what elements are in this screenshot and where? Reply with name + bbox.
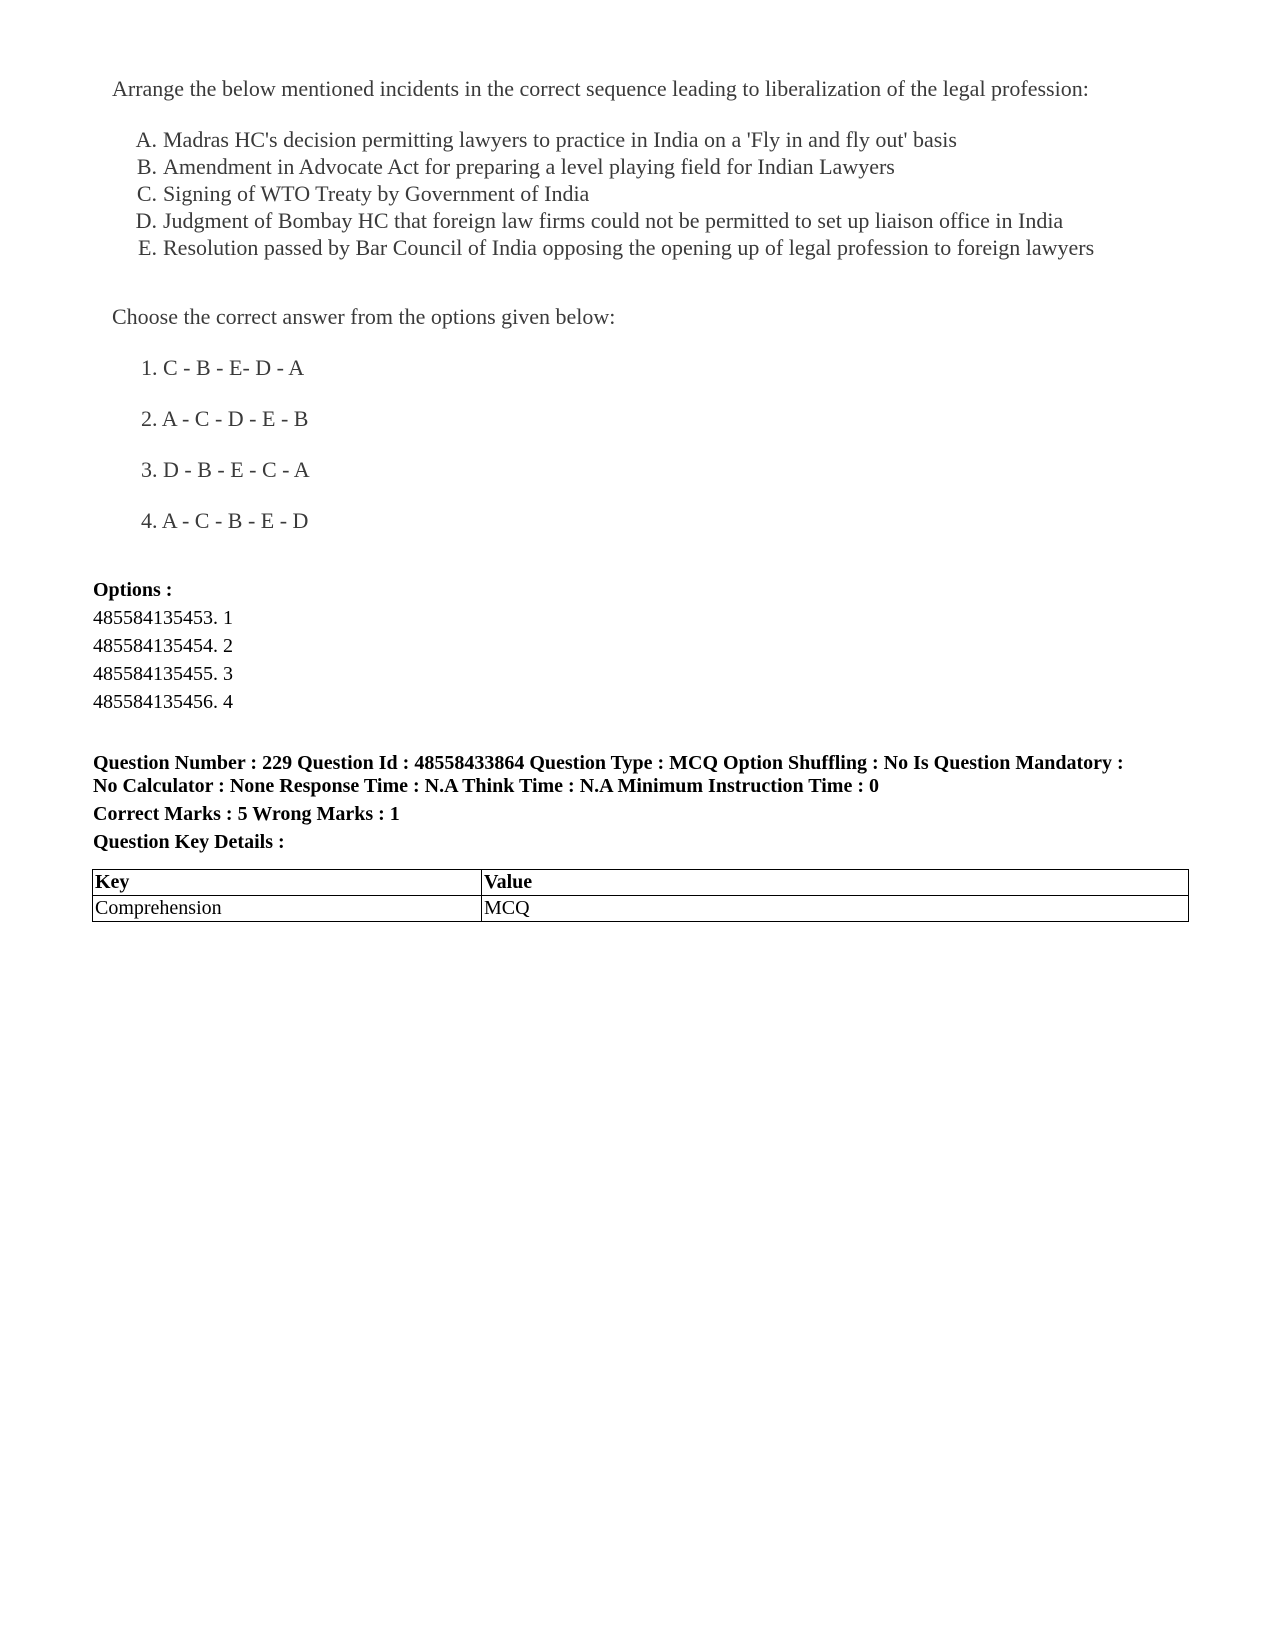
statement-letter: D. bbox=[135, 208, 157, 233]
choose-instruction: Choose the correct answer from the options given below: bbox=[112, 304, 616, 329]
statement-letter: B. bbox=[136, 154, 157, 179]
table-header-key: Key bbox=[93, 870, 482, 896]
table-cell-value: MCQ bbox=[482, 896, 1189, 922]
option-item: 485584135453. 1 bbox=[93, 607, 233, 629]
answer-choice-2: 2. A - C - D - E - B bbox=[141, 406, 309, 431]
statement-text: Madras HC's decision permitting lawyers to practice in India on a 'Fly in and fly out' basis bbox=[163, 127, 957, 152]
answer-choice-3: 3. D - B - E - C - A bbox=[141, 457, 310, 482]
statement-item bbox=[105, 126, 1185, 153]
statement-letter: E. bbox=[138, 235, 157, 260]
key-details-heading: Question Key Details : bbox=[93, 831, 285, 853]
answer-choice-1: 1. C - B - E- D - A bbox=[141, 355, 305, 380]
table-header-value: Value bbox=[482, 870, 1189, 896]
question-meta-line-1: Question Number : 229 Question Id : 48558433864 Question Type : MCQ Option Shuffling : No Is Question Mandatory : bbox=[93, 752, 1124, 774]
statement-text: Amendment in Advocate Act for preparing a level playing field for Indian Lawyers bbox=[163, 154, 895, 179]
options-heading: Options : bbox=[93, 579, 173, 601]
statement-text: Judgment of Bombay HC that foreign law firms could not be permitted to set up liaison office in India bbox=[163, 208, 1064, 233]
statement-item bbox=[105, 234, 1185, 261]
statement-text: Resolution passed by Bar Council of India opposing the opening up of legal profession to foreign lawyers bbox=[163, 235, 1095, 260]
table-cell-key: Comprehension bbox=[93, 896, 482, 922]
statement-letter: C. bbox=[136, 181, 157, 206]
statement-list bbox=[105, 126, 1185, 261]
statement-letter: A. bbox=[135, 127, 157, 152]
statement-text: Signing of WTO Treaty by Government of India bbox=[163, 181, 590, 206]
question-stem: Arrange the below mentioned incidents in the correct sequence leading to liberalization of the legal profession: bbox=[112, 76, 1089, 101]
table-row bbox=[93, 896, 1189, 922]
option-item: 485584135456. 4 bbox=[93, 691, 233, 713]
answer-choice-4: 4. A - C - B - E - D bbox=[141, 508, 309, 533]
option-item: 485584135455. 3 bbox=[93, 663, 233, 685]
statement-item bbox=[105, 207, 1185, 234]
statement-item bbox=[105, 153, 1185, 180]
table-header-row bbox=[93, 870, 1189, 896]
question-image bbox=[105, 70, 1195, 560]
question-meta-line-2: No Calculator : None Response Time : N.A Think Time : N.A Minimum Instruction Time : 0 bbox=[93, 775, 879, 797]
statement-item bbox=[105, 180, 1185, 207]
key-details-table bbox=[92, 869, 1189, 922]
marks-line: Correct Marks : 5 Wrong Marks : 1 bbox=[93, 803, 400, 825]
option-item: 485584135454. 2 bbox=[93, 635, 233, 657]
